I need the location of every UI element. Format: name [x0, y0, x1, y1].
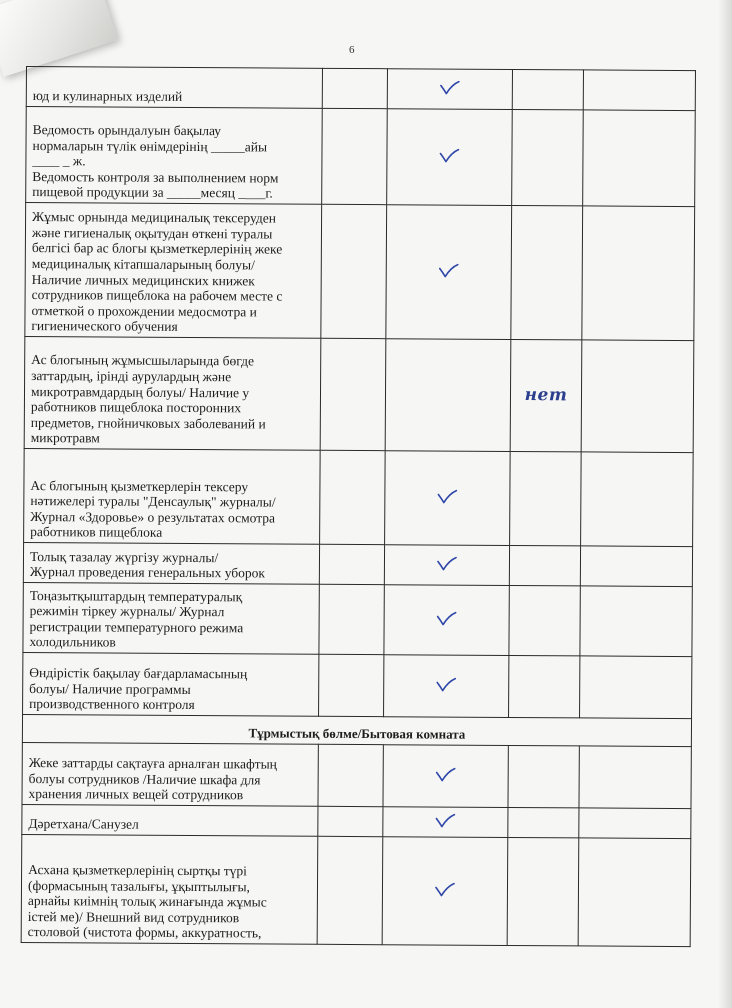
table-row	[23, 582, 692, 656]
check-mark-icon	[437, 489, 457, 503]
table-row	[25, 203, 695, 341]
requirement-line: Тоңазытқыштардың температуралық	[29, 587, 243, 604]
table-row	[24, 448, 694, 546]
check-mark-icon	[439, 148, 459, 162]
column-2-cell	[322, 68, 387, 108]
requirement-cell	[26, 67, 322, 109]
notes-column-cell	[583, 110, 696, 207]
column-2-cell	[320, 450, 386, 544]
column-2-cell	[319, 584, 384, 654]
requirement-line: Ас блогының жұмысшыларында бөгде	[31, 352, 255, 369]
yes-column-cell	[382, 837, 508, 946]
yes-column-cell	[383, 807, 508, 838]
requirement-line: Ас блогының қызметкерлерін тексеру	[30, 477, 249, 494]
section-title-household-room: Тұрмыстық бөлме/Бытовая комната	[22, 714, 691, 746]
requirement-line: микротравмдардың болуы/ Наличие у	[30, 383, 250, 400]
requirement-cell	[23, 652, 319, 716]
requirement-line: пищевой продукции за _____месяц ____г.	[32, 184, 273, 201]
requirement-line: заттардың, ірінді аурулардың және	[31, 368, 232, 385]
no-column-cell	[509, 545, 580, 585]
column-2-cell	[319, 544, 384, 584]
table-row	[23, 542, 692, 586]
requirement-line: Журнал «Здоровье» о результатах осмотра	[30, 508, 276, 526]
check-mark-icon	[435, 882, 455, 896]
inspection-checklist-table	[21, 66, 696, 947]
notes-column-cell	[578, 838, 691, 947]
requirement-line: болуы/ Наличие программы	[29, 680, 191, 697]
check-mark-icon	[439, 263, 459, 277]
requirement-line: Асхана қызметкерлерінің сыртқы түрі	[28, 862, 248, 879]
requirement-cell	[22, 742, 318, 806]
column-2-cell	[318, 806, 383, 836]
check-mark-svg	[436, 677, 456, 691]
requirement-line: істей ме)/ Внешний вид сотрудников	[27, 908, 240, 926]
requirement-line: болуы сотрудников /Наличие шкафа для	[28, 770, 261, 788]
requirement-cell	[24, 336, 321, 450]
check-mark-svg	[436, 767, 456, 781]
notes-column-cell	[581, 340, 694, 453]
page-number: 6	[349, 44, 355, 56]
no-column-cell	[508, 807, 579, 837]
requirement-line: (формасының тазалығы, ұқыптылығы,	[27, 877, 251, 895]
table-row	[24, 336, 694, 452]
requirement-line: және гигиеналық оқытудан өткені туралы	[31, 224, 273, 242]
page-edge-shadow	[718, 0, 732, 1008]
column-2-cell	[317, 836, 383, 944]
no-column-cell	[508, 745, 579, 807]
check-mark-svg	[437, 556, 457, 570]
check-mark-icon	[437, 556, 457, 570]
check-mark-svg	[435, 813, 455, 827]
requirement-line: отметкой о прохождении медосмотра и	[31, 302, 257, 320]
table-row	[21, 834, 691, 946]
table-row	[22, 804, 691, 838]
no-column-cell	[511, 205, 583, 339]
requirement-line: хранения личных вещей сотрудников	[28, 786, 244, 803]
notes-column-cell	[581, 452, 694, 547]
column-2-cell	[319, 654, 384, 716]
requirement-line: столовой (чистота формы, аккуратность,	[27, 924, 262, 941]
handwritten-net-note: нет	[524, 384, 568, 406]
requirement-cell	[23, 542, 319, 584]
check-mark-svg	[435, 882, 455, 896]
yes-column-cell	[385, 339, 511, 452]
requirement-line: Дәретхана/Санузел	[28, 816, 139, 833]
no-column-cell	[509, 585, 580, 655]
table-row	[23, 652, 692, 718]
check-mark-icon	[437, 611, 457, 625]
column-2-cell	[321, 204, 387, 338]
requirement-line: Жұмыс орнында медициналық тексеруден	[32, 209, 277, 226]
requirement-cell	[23, 582, 319, 654]
requirement-cell	[22, 804, 318, 836]
check-mark-svg	[437, 611, 457, 625]
column-2-cell	[320, 338, 386, 450]
requirement-line: Ведомость контроля за выполнением норм	[32, 168, 279, 186]
check-mark-svg	[439, 148, 459, 162]
requirement-line: медициналық кітапшаларының болуы/	[31, 256, 255, 273]
notes-column-cell	[579, 808, 691, 839]
notes-column-cell	[580, 656, 692, 719]
requirement-line: производственного контроля	[29, 696, 195, 713]
requirement-line: работников пищеблока посторонних	[30, 399, 242, 416]
requirement-line: Журнал проведения генеральных уборок	[29, 564, 266, 581]
check-mark-icon	[435, 813, 455, 827]
requirement-line: холодильников	[29, 634, 116, 650]
requirement-line: ____ _ ж.	[32, 153, 86, 169]
yes-column-cell	[386, 205, 512, 340]
section-header-row	[22, 714, 691, 746]
requirement-line: режимін тіркеу журналы/ Журнал	[29, 603, 225, 620]
requirement-line: работников пищеблока	[30, 524, 163, 541]
yes-column-cell	[387, 109, 513, 206]
yes-column-cell	[385, 451, 511, 546]
requirement-line: микротравм	[30, 430, 100, 446]
no-column-cell	[509, 655, 580, 717]
no-column-cell	[510, 451, 582, 545]
yes-column-cell	[383, 745, 508, 808]
yes-column-cell	[384, 585, 509, 656]
requirement-cell	[26, 107, 323, 205]
notes-column-cell	[579, 746, 691, 809]
table-row	[26, 107, 696, 207]
no-column-cell	[512, 69, 583, 109]
requirement-cell	[21, 834, 318, 944]
column-2-cell	[318, 744, 383, 806]
check-mark-svg	[439, 263, 459, 277]
notes-column-cell	[583, 70, 695, 111]
check-mark-icon	[440, 80, 460, 94]
column-2-cell	[322, 108, 388, 204]
yes-column-cell	[384, 655, 509, 718]
notes-column-cell	[580, 546, 692, 587]
requirement-line: предметов, гнойничковых заболеваний и	[30, 414, 266, 432]
requirement-line: белгісі бар ас блогы қызметкерлерінің жеке	[31, 240, 283, 258]
requirement-line: Өндірістік бақылау бағдарламасының	[29, 665, 248, 682]
notes-column-cell	[580, 586, 692, 657]
check-mark-svg	[437, 489, 457, 503]
requirement-line: нормаларын түлік өнімдерінің _____айы	[32, 137, 268, 155]
no-column-cell	[510, 339, 582, 451]
notes-column-cell	[582, 206, 695, 341]
requirement-line: юд и кулинарных изделий	[32, 88, 183, 105]
no-column-cell	[512, 109, 584, 205]
yes-column-cell	[384, 545, 509, 586]
check-mark-icon	[436, 677, 456, 691]
no-column-cell	[507, 837, 579, 945]
requirement-line: сотрудников пищеблока на рабочем месте с	[31, 287, 283, 304]
requirement-line: Наличие личных медицинских книжек	[31, 271, 255, 289]
table-row	[22, 742, 691, 808]
requirement-line: Жеке заттарды сақтауға арналған шкафтың	[28, 755, 277, 772]
check-mark-svg	[440, 80, 460, 94]
requirement-cell	[24, 448, 321, 544]
requirement-cell	[25, 203, 322, 339]
requirement-line: нәтижелері туралы "Денсаулық" журналы/	[30, 493, 276, 510]
check-mark-icon	[436, 767, 456, 781]
requirement-line: Ведомость орындалуын бақылау	[32, 122, 222, 139]
requirement-line: регистрации температурного режима	[29, 618, 244, 636]
requirement-line: Толық тазалау жүргізу журналы/	[29, 548, 219, 565]
table-row	[26, 67, 695, 111]
requirement-line: арнайы киімнің толық жинағында жұмыс	[27, 893, 267, 910]
yes-column-cell	[387, 69, 512, 110]
requirement-line: гигиенического обучения	[31, 318, 178, 335]
